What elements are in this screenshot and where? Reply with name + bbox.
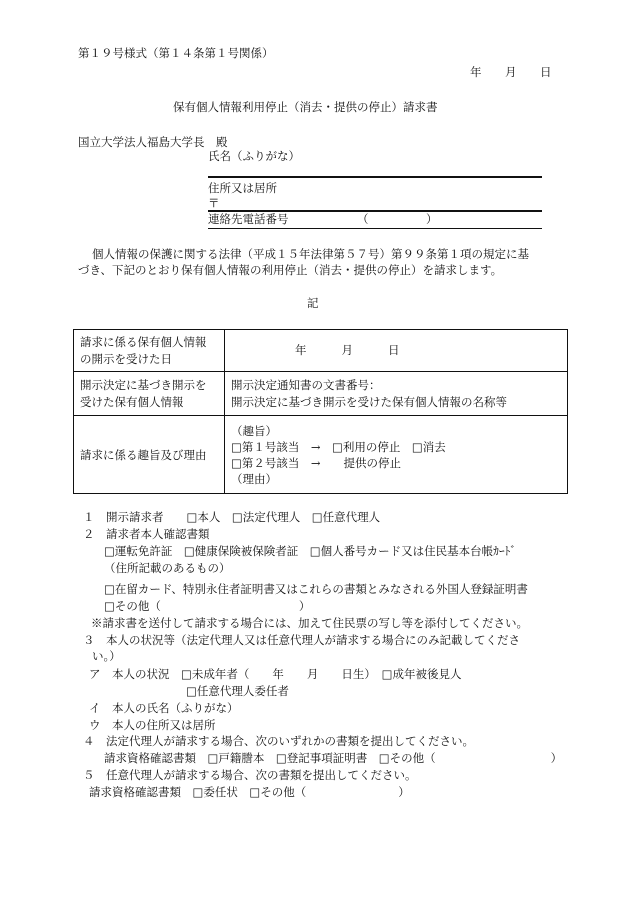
note-2a: □運転免許証 □健康保険被保険者証 □個人番号カード又は住民基本台帳ｶｰﾄﾞ: [104, 544, 517, 558]
note-2: ２ 請求者本人確認書類: [83, 527, 210, 541]
intro-line-2: づき、下記のとおり保有個人情報の利用停止（消去・提供の停止）を請求します。: [78, 263, 503, 277]
form-number: 第１９号様式（第１４条第１号関係）: [78, 46, 274, 60]
note-4: ４ 法定代理人が請求する場合、次のいずれかの書類を提出してください。: [83, 734, 474, 748]
purpose-reason-label: 請求に係る趣旨及び理由: [74, 416, 225, 494]
note-4a: 請求資格確認書類 □戸籍謄本 □登記事項証明書 □その他（ ）: [104, 751, 563, 765]
note-2e: ※請求書を送付して請求する場合には、加えて住民票の写し等を添付してください。: [91, 616, 528, 630]
note-5a: 請求資格確認書類 □委任状 □その他（ ）: [89, 785, 410, 799]
request-table: [73, 329, 568, 494]
date-field: 年 月 日: [470, 65, 558, 79]
phone-line: [208, 228, 542, 229]
table-row: [74, 416, 568, 494]
note-2b: （住所記載のあるもの）: [104, 561, 231, 575]
table-row: [74, 330, 568, 372]
note-5: ５ 任意代理人が請求する場合、次の書類を提出してください。: [83, 768, 417, 782]
phone-paren: （ ）: [357, 212, 438, 226]
note-1: １ 開示請求者 □本人 □法定代理人 □任意代理人: [83, 510, 381, 524]
name-line: [208, 176, 542, 178]
intro-line-1: 個人情報の保護に関する法律（平成１５年法律第５７号）第９９条第１項の規定に基: [92, 247, 529, 261]
address-label: 住所又は居所: [208, 181, 277, 195]
disclosure-date-value: 年 月 日: [225, 330, 568, 372]
item2-checkbox[interactable]: □第２号該当 → 提供の停止: [231, 455, 401, 470]
disclosure-date-label: 請求に係る保有個人情報 の開示を受けた日: [74, 330, 225, 372]
note-2c: □在留カード、特別永住者証明書又はこれらの書類とみなされる外国人登録証明書: [104, 582, 528, 596]
page-title: 保有個人情報利用停止（消去・提供の停止）請求書: [173, 100, 438, 114]
addressee: 国立大学法人福島大学長 殿: [78, 135, 228, 149]
note-3b: い。）: [92, 649, 121, 663]
purpose-reason-value: （趣旨） □第１号該当 → □利用の停止 □消去 □第２号該当 → 提供の停止 （理由）: [225, 416, 568, 494]
item1-checkbox[interactable]: □第１号該当 → □利用の停止 □消去: [231, 439, 446, 454]
postal-mark: 〒: [208, 196, 220, 210]
note-3i: イ 本人の氏名（ふりがな）: [89, 701, 239, 715]
disclosed-info-value: 開示決定通知書の文書番号： 開示決定に基づき開示を受けた保有個人情報の名称等: [225, 372, 568, 416]
note-3u: ウ 本人の住所又は居所: [89, 718, 216, 732]
disclosed-info-label: 開示決定に基づき開示を 受けた保有個人情報: [74, 372, 225, 416]
note-3: ３ 本人の状況等（法定代理人又は任意代理人が請求する場合にのみ記載してくださ: [83, 633, 520, 647]
table-row: [74, 372, 568, 416]
name-label: 氏名（ふりがな）: [208, 149, 300, 163]
phone-label: 連絡先電話番号: [208, 212, 289, 226]
note-3a2: □任意代理人委任者: [186, 684, 289, 698]
note-3a: ア 本人の状況 □未成年者（ 年 月 日生） □成年被後見人: [89, 667, 462, 681]
note-2d: □その他（ ）: [104, 599, 311, 613]
ki-heading: 記: [307, 296, 319, 310]
